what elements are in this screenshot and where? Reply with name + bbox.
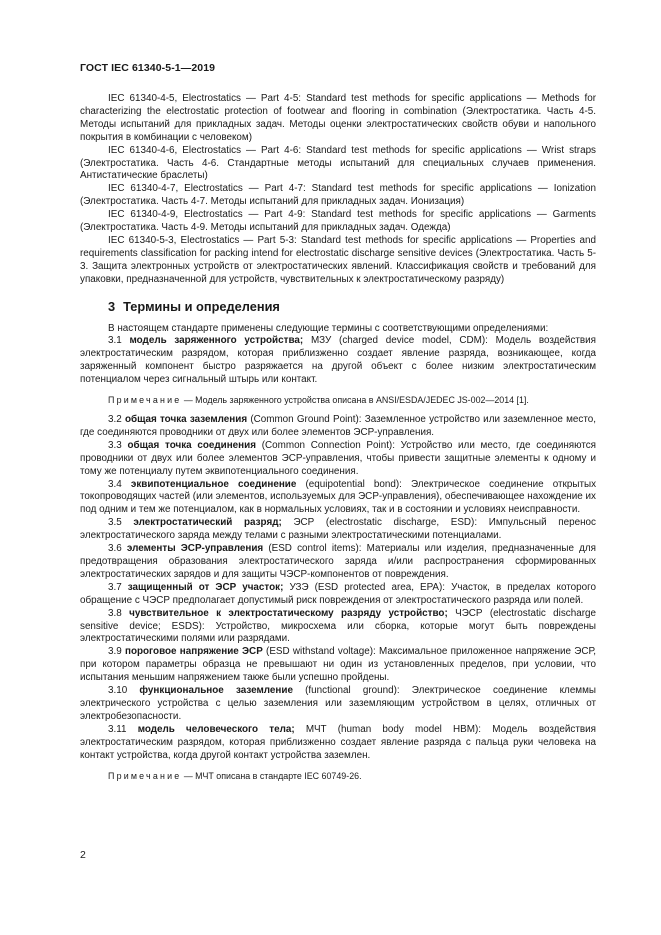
term-definition: (Common Ground Point): Заземленное устройство или заземленное место, где соединяются проводники от двух или более элементов ЭСР-управления. — [80, 414, 596, 438]
note-label: Примечание — [108, 770, 182, 781]
term-number: 3.4 — [108, 478, 122, 490]
term-name: пороговое напряжение ЭСР — [125, 646, 263, 658]
term-name: чувствительное к электростатическому разряду устройство; — [129, 607, 448, 619]
term-entry — [80, 517, 596, 543]
reference-item: IEC 61340-4-5, Electrostatics — Part 4-5: Standard test methods for specific applications — Methods for characterizing the electrostatic protection of footwear and flooring in combination (Электростатика. Часть 4-5. Методы испытаний для прикладных задач. Методы оценки электростатических свойств обуви и напольного покрытия в комбинации с человеком) — [80, 93, 596, 143]
term-entry — [80, 646, 596, 685]
term-definition: УЗЭ (ESD protected area, EPA): Участок, в пределах которого обращение с ЧЭСР предполагает допустимый риск повреждения от электростатического разряда или полей. — [80, 581, 596, 606]
term-definition: ЭСР (electrostatic discharge, ESD): Импульсный перенос электростатического заряда между телами с разными электростатическими потенциалами. — [80, 517, 596, 542]
reference-item: IEC 61340-4-9, Electrostatics — Part 4-9: Standard test methods for specific applications — Garments (Электростатика. Часть 4-9. Методы испытаний для прикладных задач. Одежда) — [80, 209, 596, 234]
term-entry — [80, 685, 596, 724]
term-entry — [80, 543, 596, 582]
note — [80, 394, 596, 406]
term-number: 3.5 — [108, 517, 122, 529]
term-entry — [80, 724, 596, 763]
term-definition: (functional ground): Электрическое соединение клеммы электрического устройства с целью заземления или заземляющим устройством в целях, отличных от электробезопасности. — [80, 685, 596, 722]
term-name: функциональное заземление — [139, 685, 293, 697]
term-name: модель заряженного устройства; — [129, 335, 304, 347]
term-number: 3.8 — [108, 607, 122, 619]
term-name: элементы ЭСР-управления — [126, 543, 264, 555]
term-number: 3.7 — [108, 581, 122, 593]
term-entry — [80, 608, 596, 647]
term-number: 3.9 — [108, 646, 122, 658]
section-number: 3 — [108, 298, 116, 314]
term-definition: (Common Connection Point): Устройство или место, где соединяются проводники от двух или более элементов ЭСР-управления, чтобы привести защитные элементы к одному и тому же потенциалу путем эквипотенциального соединения. — [80, 439, 597, 477]
term-definition: МЧТ (human body model HBM): Модель воздействия электростатическим разрядом, которая приблизженно создает явление разряда с пальца руки человека на контакт устройства, когда другой контакт устройства заземлен. — [80, 723, 596, 761]
term-name: защищенный от ЭСР участок; — [127, 581, 284, 593]
note-label: Примечание — [108, 395, 182, 406]
term-name: общая точка заземления — [124, 414, 248, 426]
page-number: 2 — [80, 849, 86, 861]
term-entry — [80, 479, 596, 518]
document-header-title: ГОСТ IEC 61340-5-1—2019 — [80, 62, 216, 74]
term-definition: (ESD control items): Материалы или изделия, предназначенные для предотвращения образования электростатического заряда и/или распространения сформированных электростатических зарядов и для защиты ЧЭСР-компонентов от повреждения. — [80, 543, 596, 580]
term-entry — [80, 414, 596, 440]
section-heading — [80, 298, 596, 314]
term-entry — [80, 440, 596, 479]
document-body — [80, 93, 596, 790]
term-number: 3.6 — [108, 543, 122, 555]
term-number: 3.2 — [108, 414, 122, 426]
reference-item: IEC 61340-4-7, Electrostatics — Part 4-7: Standard test methods for specific applications — Ionization (Электростатика. Часть 4-7. Методы испытаний для прикладных задач. Ионизация) — [80, 183, 596, 208]
term-definition: ЧЭСР (electrostatic discharge sensitive device; ESDS): Устройство, микросхема или сборка, которые могут быть повреждены электростатическими полями или разрядами. — [80, 607, 596, 645]
term-name: общая точка соединения — [127, 439, 256, 451]
term-entry — [80, 335, 596, 387]
term-name: эквипотенциальное соединение — [130, 478, 297, 490]
section-intro: В настоящем стандарте применены следующие термины с соответствующими определениями: — [108, 322, 549, 334]
term-name: электростатический разряд; — [133, 517, 282, 529]
note-text: — Модель заряженного устройства описана в ANSI/ESDA/JEDEC JS-002—2014 [1]. — [183, 395, 529, 406]
term-definition: МЗУ (charged device model, CDM): Модель воздействия электростатическим разрядом, которая приблизженно создает явление разряда, возникающее, когда заряженный компонент быстро разряжается на другой объект с более низким электростатическим потенциалом через сигнальный штырь или контакт. — [80, 335, 597, 386]
term-entry — [80, 582, 596, 608]
term-number: 3.1 — [108, 335, 122, 347]
note — [80, 770, 596, 782]
term-name: модель человеческого тела; — [137, 723, 295, 735]
term-number: 3.3 — [108, 439, 122, 451]
note-text: — МЧТ описана в стандарте IEC 60749-26. — [183, 770, 362, 781]
section-title: Термины и определения — [123, 298, 280, 314]
term-number: 3.10 — [108, 685, 128, 697]
reference-item: IEC 61340-4-6, Electrostatics — Part 4-6: Standard test methods for specific applications — Wrist straps (Электростатика. Часть 4-6. Стандартные методы испытаний для специальных случаев применения. Антистатические браслеты) — [80, 144, 596, 182]
term-definition: (ESD withstand voltage): Максимальное приложенное напряжение ЭСР, при котором параметры образца не превышают ни один из установленных пределов, при условии, что испытания меньшим напряжением также были успешно пройдены. — [80, 646, 596, 684]
term-number: 3.11 — [108, 723, 127, 735]
reference-item: IEC 61340-5-3, Electrostatics — Part 5-3: Standard test methods for specific applications — Properties and requirements classification for packing intend for electrostatic discharge sensitive devices (Электростатика. Часть 5-3. Защита электронных устройств от электростатических явлений. Классификация свойств и требований для упаковки, предназначенной для устройств, чувствительных к электростатическому разряду) — [80, 234, 596, 285]
term-definition: (equipotential bond): Электрическое соединение открытых токопроводящих частей (или элементов, используемых для ЭСР-управления), обеспечивающее нахождение их под одним и тем же потенциалом, как в нормальных условиях, так и в состоянии и условиях неисправности. — [80, 478, 597, 516]
